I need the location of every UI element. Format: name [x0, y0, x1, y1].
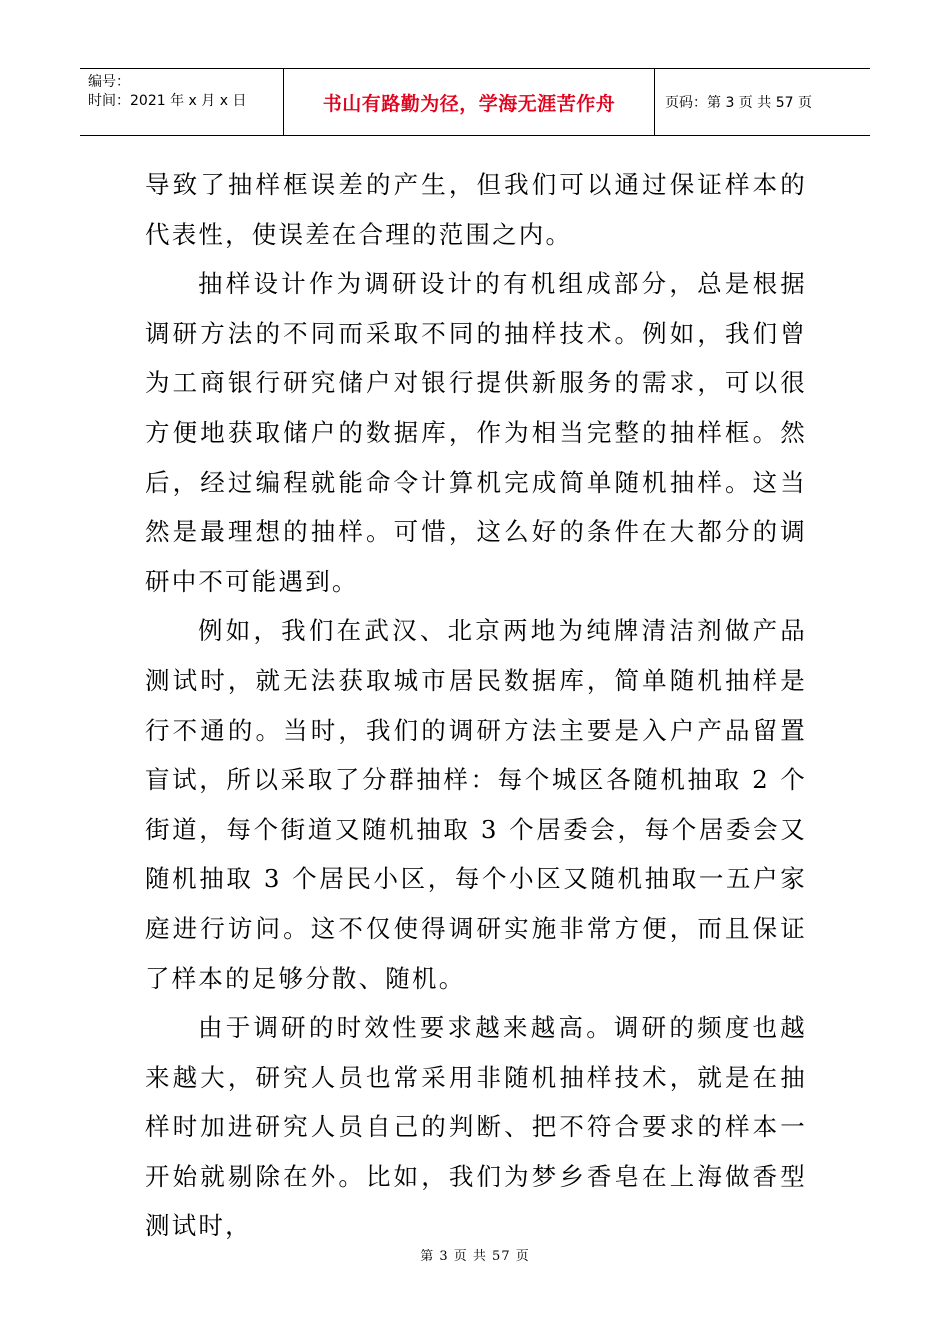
page-footer: [0, 1245, 950, 1264]
serial-number-label: 编号：: [88, 74, 130, 90]
paragraph: 导致了抽样框误差的产生，但我们可以通过保证样本的代表性，使误差在合理的范围之内。: [145, 170, 807, 249]
paragraph: 例如，我们在武汉、北京两地为纯牌清洁剂做产品测试时，就无法获取城市居民数据库，简单随机抽样是行不通的。当时，我们的调研方法主要是入户产品留置盲试，所以采取了分群抽样：每个城区各随机抽取 2 个街道，每个街道又随机抽取 3 个居委会，每个居委会又随机抽取 3 个居民小区，每个小区又随机抽取一五户家庭进行访问。这不仅使得调研实施非常方便，而且保证了样本的足够分散、随机。: [145, 616, 807, 993]
paragraph: 由于调研的时效性要求越来越高。调研的频度也越来越大，研究人员也常采用非随机抽样技术，就是在抽样时加进研究人员自己的判断、把不符合要求的样本一开始就剔除在外。比如，我们为梦乡香皂在上海做香型测试时，: [145, 1013, 807, 1241]
header-motto-cell: [283, 69, 655, 135]
paragraph: 抽样设计作为调研设计的有机组成部分，总是根据调研方法的不同而采取不同的抽样技术。例如，我们曾为工商银行研究储户对银行提供新服务的需求，可以很方便地获取储户的数据库，作为相当完整的抽样框。然后，经过编程就能命令计算机完成简单随机抽样。这当然是最理想的抽样。可惜，这么好的条件在大都分的调研中不可能遇到。: [145, 269, 807, 596]
header-meta: [80, 69, 283, 135]
document-header: [80, 68, 870, 136]
header-motto: 书山有路勤为径，学海无涯苦作舟: [322, 92, 616, 115]
page-info-text: 页码：第 3 页 共 57 页: [665, 95, 812, 111]
time-label: 时间：2021 年 x 月 x 日: [88, 93, 247, 109]
footer-page-number: 第 3 页 共 57 页: [420, 1249, 530, 1264]
document-body: [145, 160, 807, 1251]
header-page-info: [655, 69, 870, 135]
